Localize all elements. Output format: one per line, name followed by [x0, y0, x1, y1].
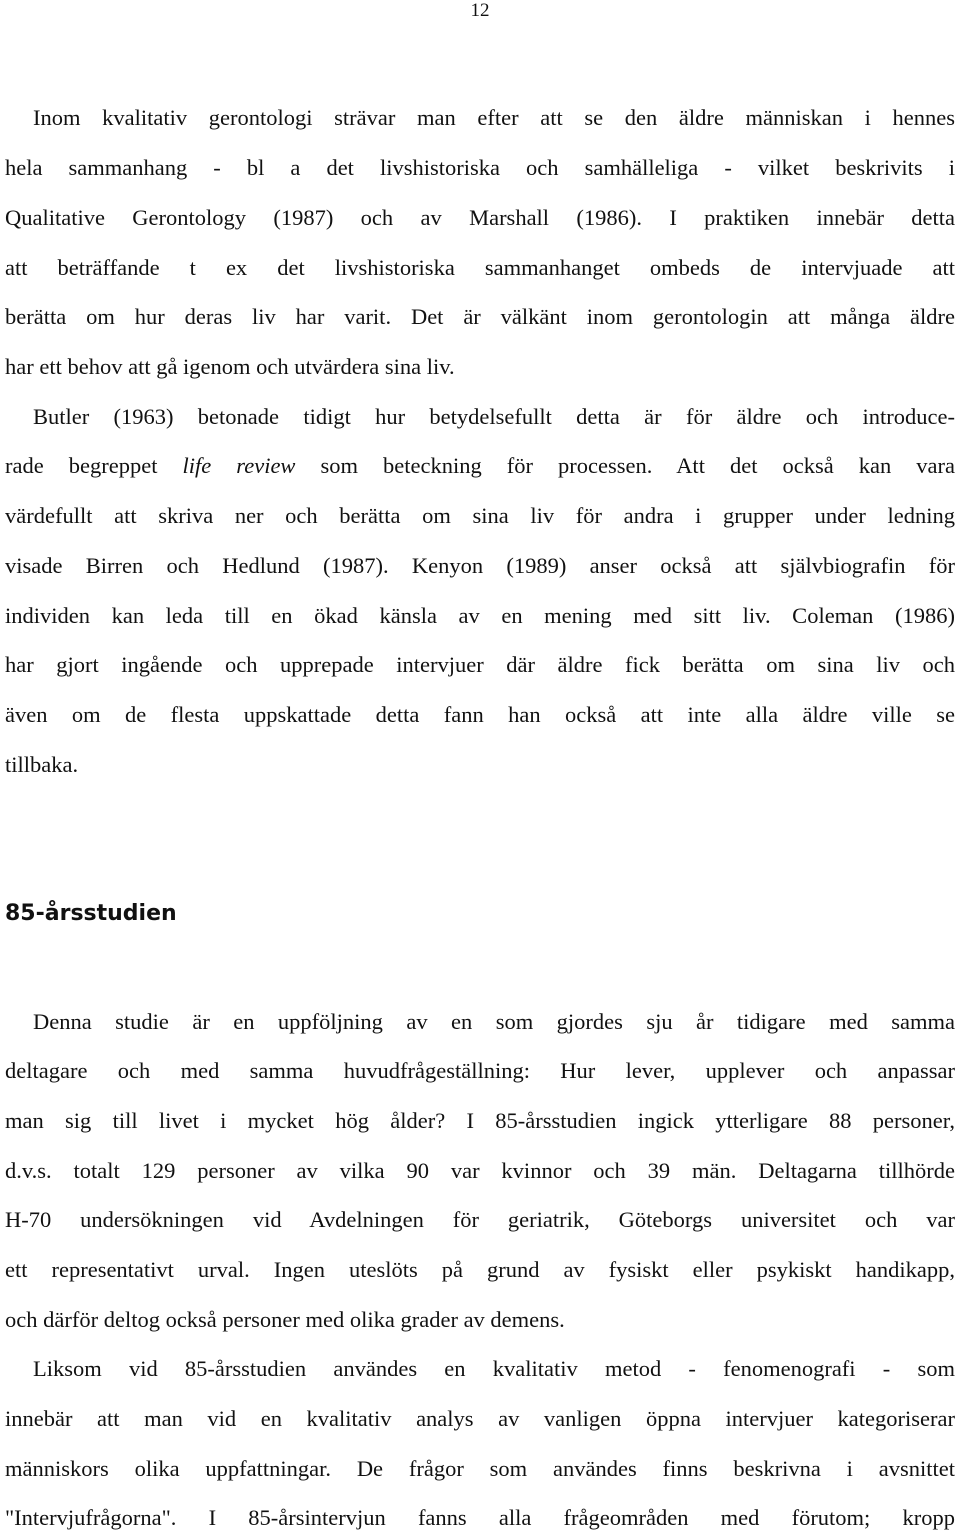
text-line: värdefullt att skriva ner och berätta om sina liv för andra i grupper under ledning	[5, 503, 955, 528]
text-line: visade Birren och Hedlund (1987). Kenyon (1989) anser också att självbiografin för	[5, 553, 955, 578]
text-segment: som beteckning för processen. Att det också kan vara	[320, 453, 956, 478]
text-line: man sig till livet i mycket hög ålder? I 85-årsstudien ingick ytterligare 88 personer,	[5, 1108, 955, 1133]
section-heading: 85-årsstudien	[5, 901, 177, 926]
italic-term: life review	[182, 453, 296, 478]
text-line: har ett behov att gå igenom och utvärdera sina liv.	[5, 354, 455, 379]
text-line: berätta om hur deras liv har varit. Det är välkänt inom gerontologin att många äldre	[5, 304, 955, 329]
text-line: d.v.s. totalt 129 personer av vilka 90 var kvinnor och 39 män. Deltagarna tillhörde	[5, 1158, 955, 1183]
text-line: Denna studie är en uppföljning av en som gjordes sju år tidigare med samma	[33, 1009, 955, 1034]
text-line: att beträffande t ex det livshistoriska sammanhanget ombeds de intervjuade att	[5, 255, 955, 280]
text-line: Qualitative Gerontology (1987) och av Marshall (1986). I praktiken innebär detta	[5, 205, 955, 230]
text-line: och därför deltog också personer med olika grader av demens.	[5, 1307, 565, 1332]
text-line: ett representativt urval. Ingen uteslöts på grund av fysiskt eller psykiskt handikapp,	[5, 1257, 955, 1282]
text-line: "Intervjufrågorna". I 85-årsintervjun fanns alla frågeområden med förutom; kropp	[5, 1505, 955, 1530]
text-line: Liksom vid 85-årsstudien användes en kvalitativ metod - fenomenografi - som	[33, 1356, 955, 1381]
text-line: innebär att man vid en kvalitativ analys av vanligen öppna intervjuer kategoriserar	[5, 1406, 955, 1431]
text-line: individen kan leda till en ökad känsla av en mening med sitt liv. Coleman (1986)	[5, 603, 955, 628]
text-line-with-italic	[5, 452, 955, 480]
text-line: även om de flesta uppskattade detta fann han också att inte alla äldre ville se	[5, 702, 955, 727]
text-line: har gjort ingående och upprepade intervjuer där äldre fick berätta om sina liv och	[5, 652, 955, 677]
text-line: Butler (1963) betonade tidigt hur betydelsefullt detta är för äldre och introduce-	[33, 404, 955, 429]
text-line: tillbaka.	[5, 752, 79, 777]
text-line: deltagare och med samma huvudfrågeställning: Hur lever, upplever och anpassar	[5, 1058, 955, 1083]
text-line: Inom kvalitativ gerontologi strävar man efter att se den äldre människan i hennes	[33, 105, 955, 130]
text-line: människors olika uppfattningar. De frågor som användes finns beskrivna i avsnittet	[5, 1456, 955, 1481]
text-segment: rade begreppet	[5, 453, 158, 478]
text-line: H-70 undersökningen vid Avdelningen för geriatrik, Göteborgs universitet och var	[5, 1207, 955, 1232]
text-line: hela sammanhang - bl a det livshistoriska och samhälleliga - vilket beskrivits i	[5, 155, 955, 180]
page-number: 12	[470, 0, 490, 21]
